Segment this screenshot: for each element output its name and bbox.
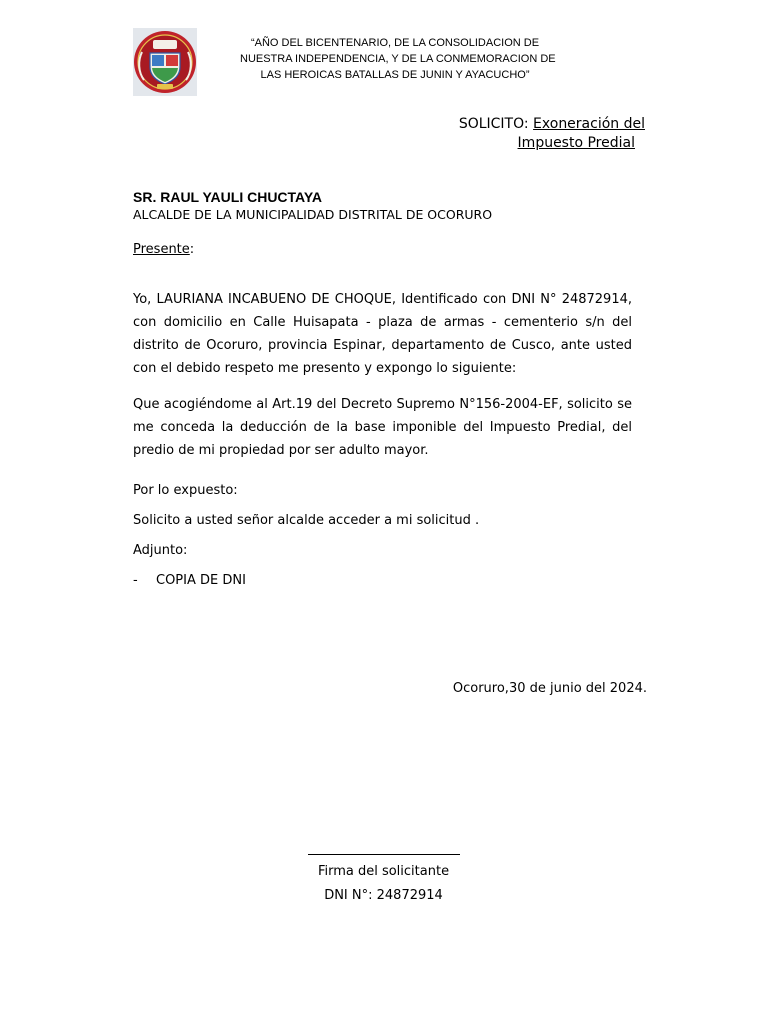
addressee-name: SR. RAUL YAULI CHUCTAYA bbox=[133, 189, 323, 205]
greeting bbox=[133, 241, 194, 258]
attachment-text: COPIA DE DNI bbox=[156, 573, 246, 588]
adjunto-label: Adjunto: bbox=[133, 543, 188, 558]
signature-dni: DNI N°: 24872914 bbox=[324, 888, 443, 903]
letter-date: Ocoruro,30 de junio del 2024. bbox=[452, 681, 647, 696]
motto-line-2: NUESTRA INDEPENDENCIA, Y DE LA CONMEMORACION DE bbox=[240, 53, 556, 65]
por-lo-expuesto: Por lo expuesto: bbox=[133, 483, 238, 498]
body-paragraph-2: Que acogiéndome al Art.19 del Decreto Supremo N°156-2004-EF, solicito se me conceda la deducción de la base imponible del Impuesto Predial, del predio de mi propiedad por ser adulto mayor. bbox=[133, 397, 632, 458]
attachment-bullet: - bbox=[133, 573, 138, 588]
greeting-colon: : bbox=[189, 242, 195, 257]
municipal-seal-icon bbox=[133, 28, 197, 96]
motto-line-3: LAS HEROICAS BATALLAS DE JUNIN Y AYACUCHO” bbox=[260, 69, 530, 81]
request-line: Solicito a usted señor alcalde acceder a mi solicitud . bbox=[133, 513, 480, 528]
header-motto bbox=[240, 35, 556, 83]
signature-line bbox=[308, 854, 460, 855]
subject-line-2: Impuesto Predial bbox=[517, 135, 635, 151]
seal-graphic bbox=[133, 28, 197, 96]
body-paragraph-1: Yo, LAURIANA INCABUENO DE CHOQUE, Identificado con DNI N° 24872914, con domicilio en Calle Huisapata - plaza de armas - cementerio s/n del distrito de Ocoruro, provincia Espinar, departamento de Cusco, ante usted con el debido respeto me presento y expongo lo siguiente: bbox=[133, 292, 632, 376]
greeting-word: Presente bbox=[133, 242, 190, 257]
subject-label: SOLICITO: bbox=[458, 116, 534, 132]
attachment-item bbox=[133, 572, 246, 589]
addressee-title: ALCALDE DE LA MUNICIPALIDAD DISTRITAL DE OCORURO bbox=[133, 207, 493, 222]
subject-line-1: Exoneración del bbox=[533, 116, 645, 132]
signature-label: Firma del solicitante bbox=[317, 864, 450, 879]
motto-line-1: “AÑO DEL BICENTENARIO, DE LA CONSOLIDACION DE bbox=[250, 37, 540, 49]
subject-block bbox=[440, 115, 645, 153]
